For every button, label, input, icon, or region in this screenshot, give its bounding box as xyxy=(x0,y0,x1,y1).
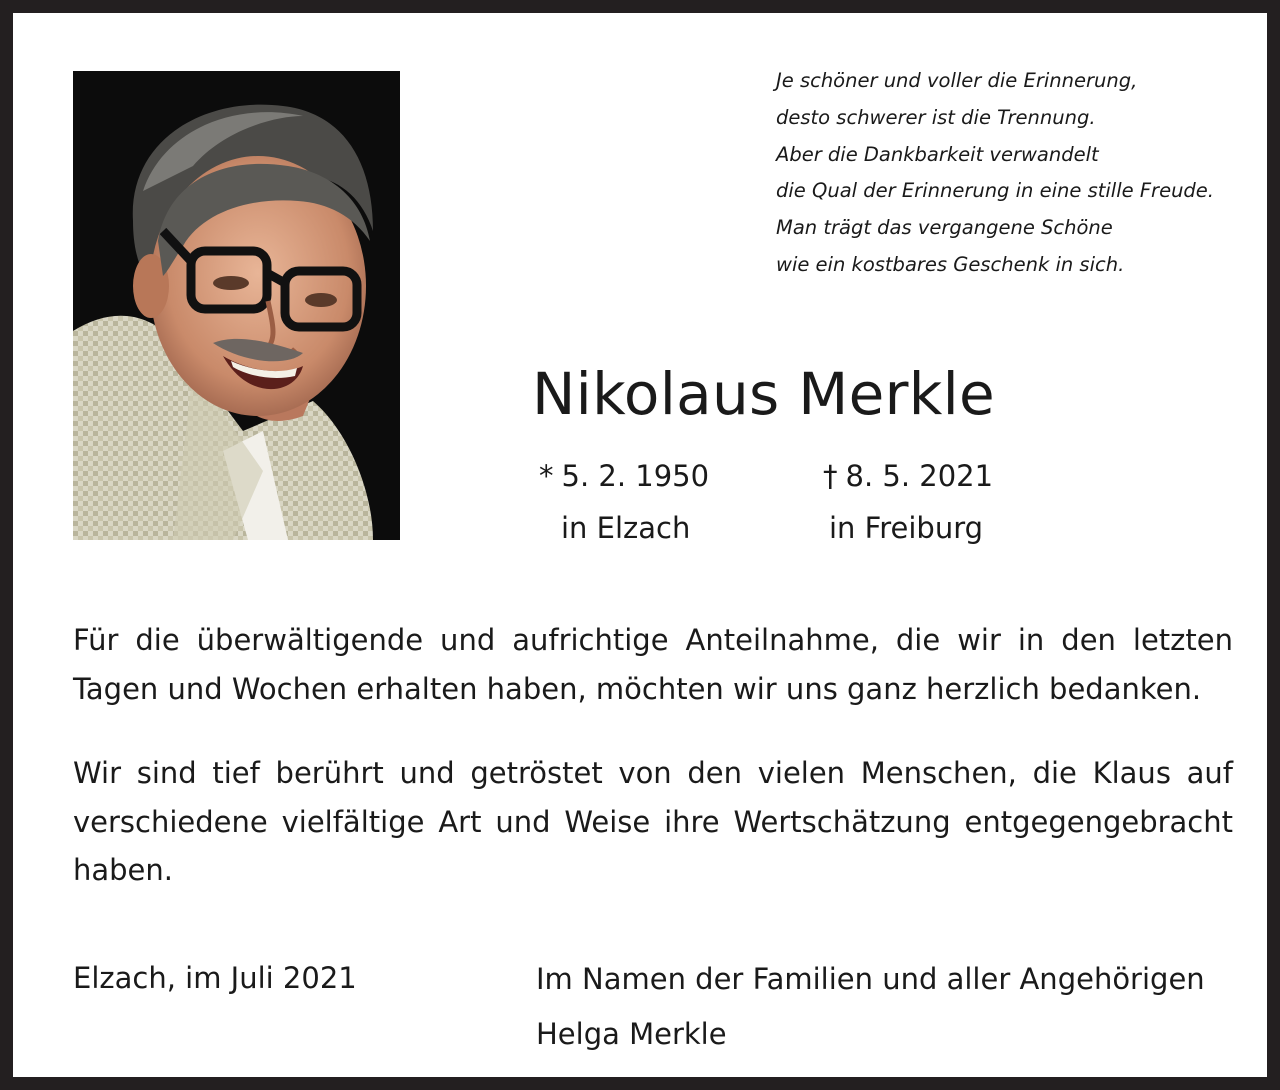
death-place: in Freiburg xyxy=(829,511,984,545)
memorial-poem xyxy=(776,63,1256,284)
poem-line: die Qual der Erinnerung in eine stille Freude. xyxy=(776,179,1214,203)
birth-date: 5. 2. 1950 xyxy=(561,459,710,493)
portrait-photo xyxy=(73,71,400,540)
place-date: Elzach, im Juli 2021 xyxy=(73,961,357,995)
poem-line: Aber die Dankbarkeit verwandelt xyxy=(776,142,1099,166)
appreciation-paragraph: Wir sind tief berührt und getröstet von den vielen Menschen, die Klaus auf verschiedene vielfältige Art und Weise ihre Wertschätzung entgegengebracht haben. xyxy=(73,756,1233,887)
deceased-name: Nikolaus Merkle xyxy=(532,360,996,428)
birth-star-icon: * xyxy=(539,459,554,493)
closing-line: Im Namen der Familien und aller Angehörigen xyxy=(536,962,1205,996)
death-info xyxy=(823,450,993,554)
birth-info xyxy=(539,450,709,554)
poem-line: desto schwerer ist die Trennung. xyxy=(776,105,1096,129)
thanks-paragraph: Für die überwältigende und aufrichtige Anteilnahme, die wir in den letzten Tagen und Wochen erhalten haben, möchten wir uns ganz herzlich bedanken. xyxy=(73,623,1233,706)
death-cross-icon: † xyxy=(823,459,838,493)
poem-line: Je schöner und voller die Erinnerung, xyxy=(776,69,1138,92)
birth-date-line xyxy=(539,450,709,502)
death-date-line xyxy=(823,450,993,502)
birth-place: in Elzach xyxy=(561,511,691,545)
death-date: 8. 5. 2021 xyxy=(845,459,994,493)
signature-block xyxy=(536,952,1205,1062)
poem-line: wie ein kostbares Geschenk in sich. xyxy=(776,252,1125,276)
poem-line: Man trägt das vergangene Schöne xyxy=(776,216,1113,240)
signatory-name: Helga Merkle xyxy=(536,1017,727,1051)
portrait-illustration xyxy=(73,71,400,540)
